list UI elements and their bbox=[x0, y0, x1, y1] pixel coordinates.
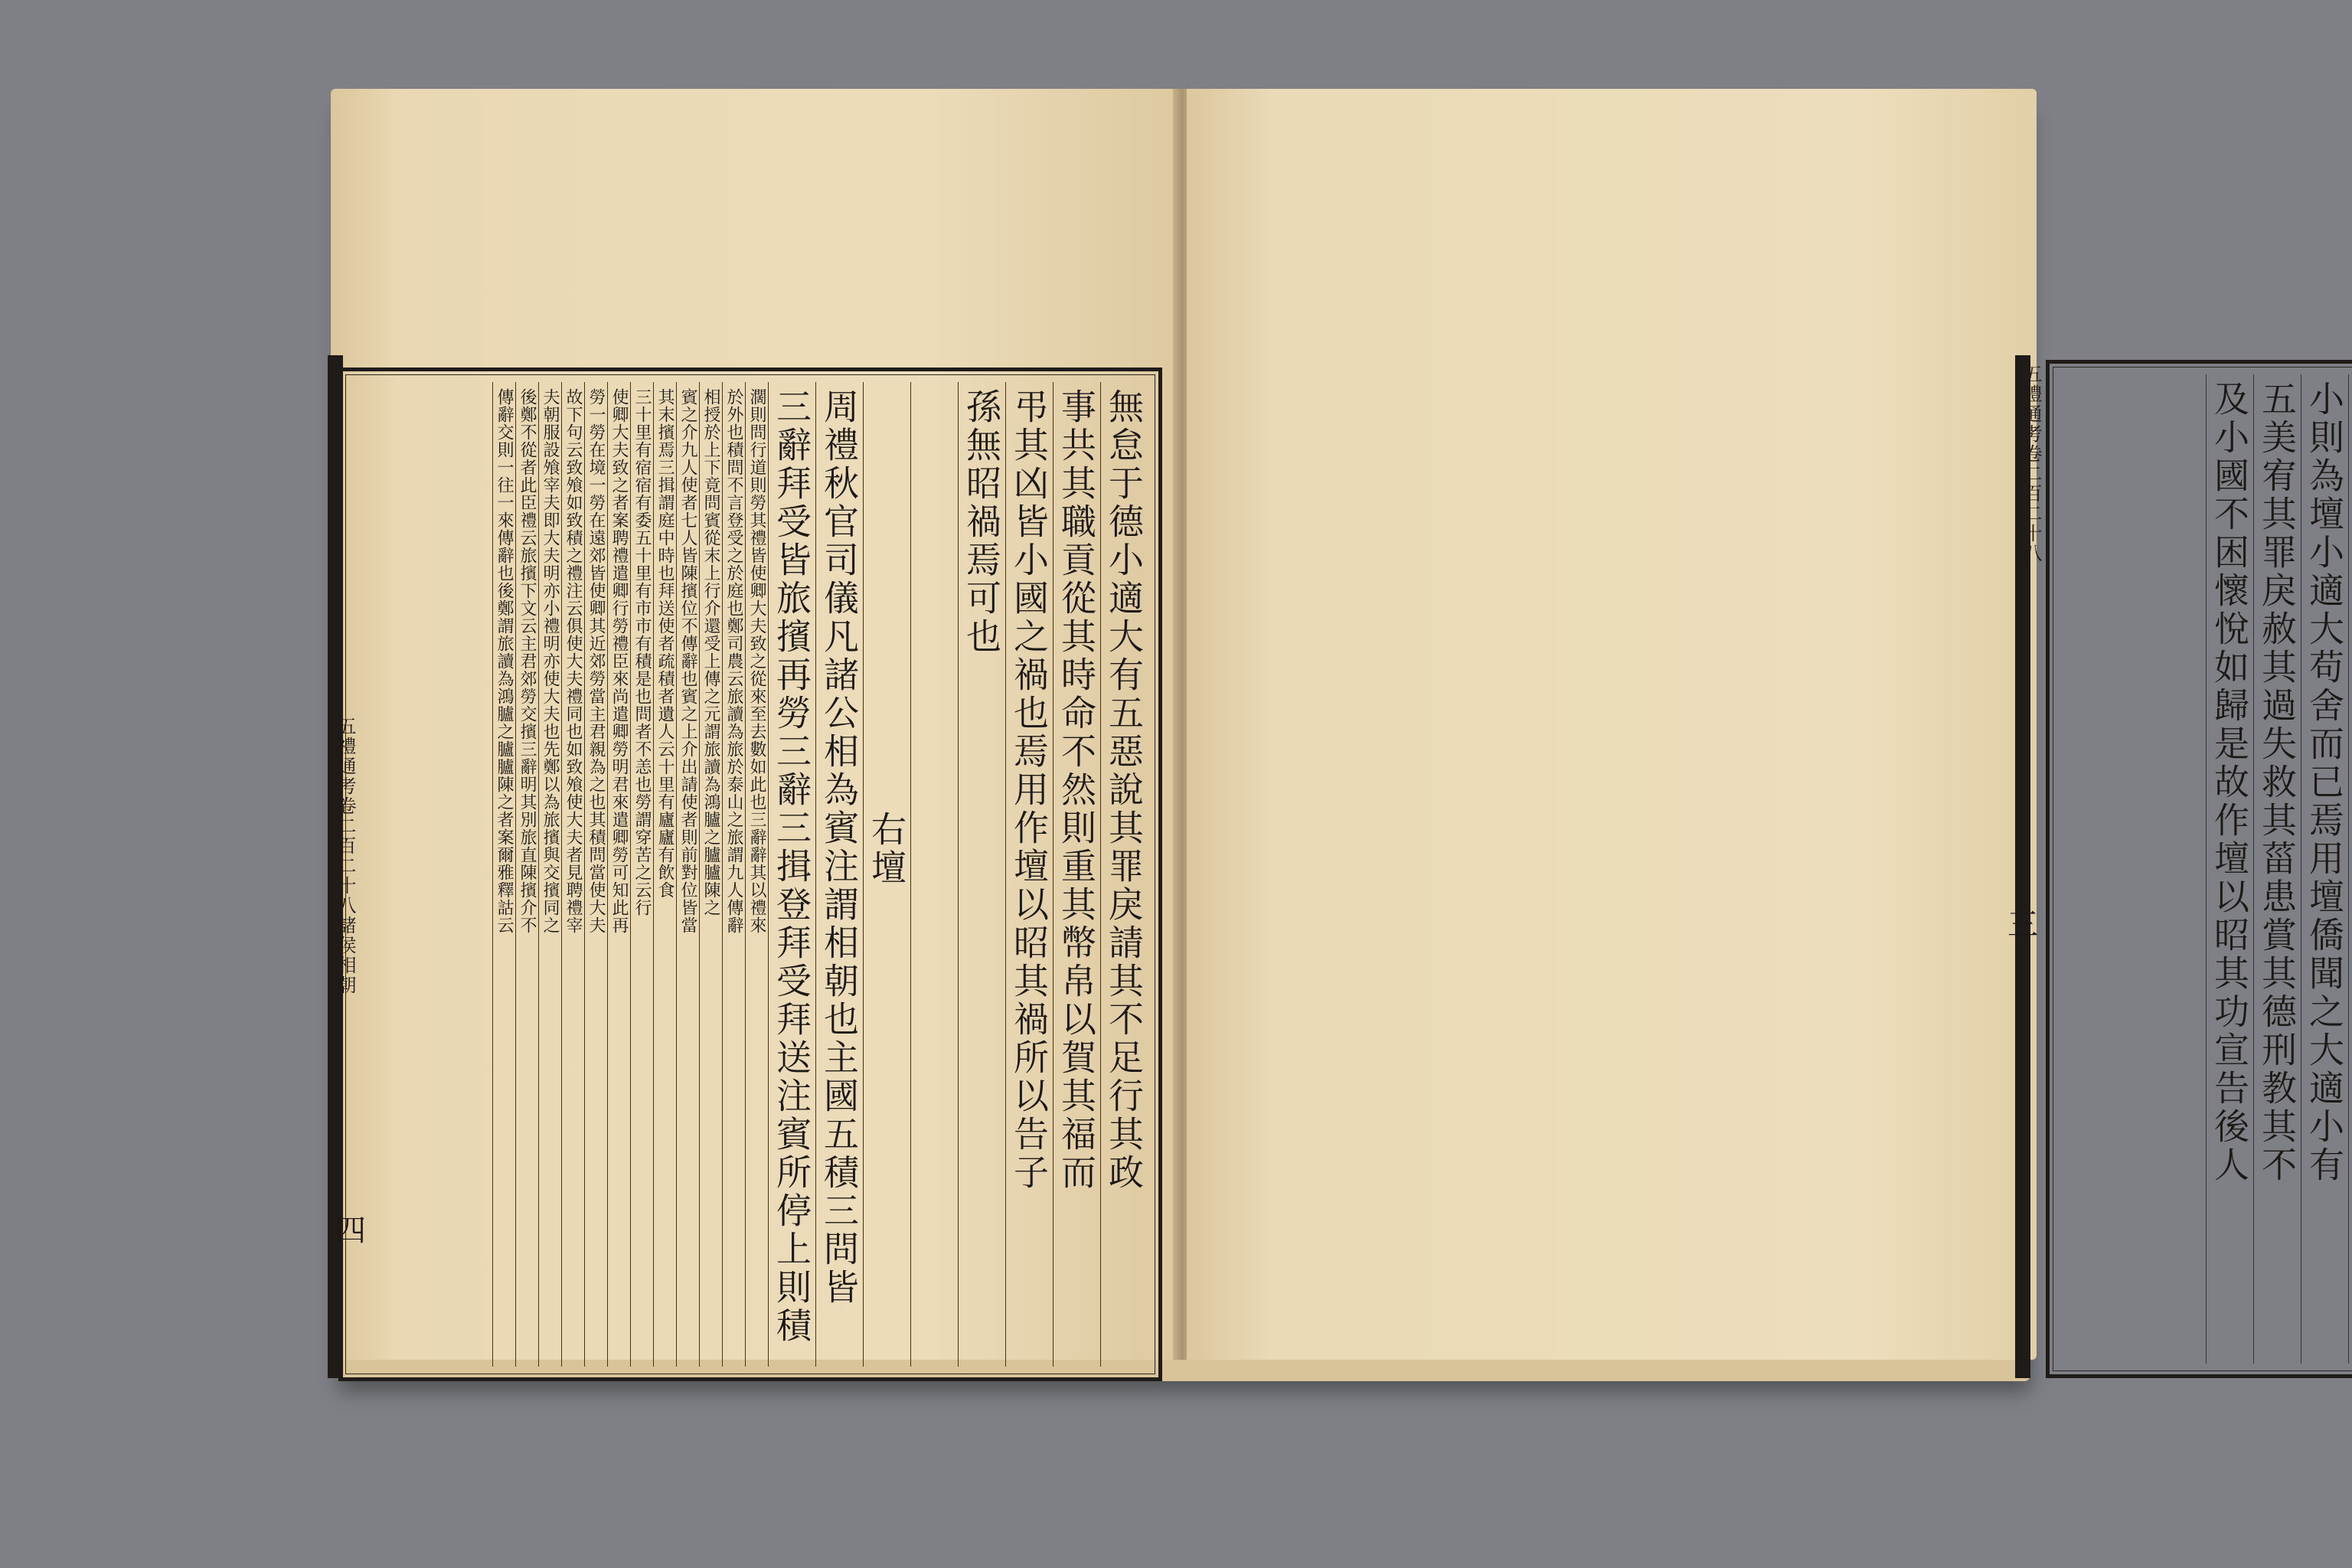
left-text-columns bbox=[353, 382, 1148, 1367]
text-column: 後鄭不從者此臣禮云旅擯下文云主君郊勞交擯三辭明其別旅直陳擯介不 bbox=[515, 382, 538, 1367]
section-heading: 右壇 bbox=[863, 382, 910, 1367]
right-block-center-title: 五禮通考卷二百二十八 bbox=[2020, 364, 2042, 564]
text-column: 傳辭交則一往一來傳辭也後鄭謂旅讀為鴻臚之臚臚陳之者案爾雅釋詁云 bbox=[492, 382, 515, 1367]
text-column: 弔其凶皆小國之禍也焉用作壇以昭其禍所以告子 bbox=[1005, 382, 1053, 1367]
text-column: 故下句云致飧如致積之禮注云俱使大夫禮同也如致飧使大夫者見聘禮宰 bbox=[561, 382, 584, 1367]
open-book bbox=[331, 78, 2345, 1372]
text-column: 相授於上下竟問賓從末上行介還受上傳之元謂旅讀為鴻臚之臚臚陳之 bbox=[699, 382, 722, 1367]
text-column: 三十里有宿宿有委五十里有市市有積是也問者不恙也勞謂穿苦之云行 bbox=[630, 382, 653, 1367]
right-page bbox=[1187, 89, 2345, 1360]
left-page-frame bbox=[338, 368, 1162, 1381]
text-column: 孫無昭禍焉可也 bbox=[958, 382, 1005, 1367]
text-column: 使卿大夫致之者案聘禮遣卿行勞禮臣來尚遣卿勞明君來遣卿勞可知此再 bbox=[607, 382, 630, 1367]
text-column: 周禮秋官司儀凡諸公相為賓注謂相朝也主國五積三問皆 bbox=[815, 382, 863, 1367]
left-page bbox=[331, 89, 1178, 1360]
text-column: 事共其職貢從其時命不然則重其幣帛以賀其福而 bbox=[1053, 382, 1100, 1367]
text-column: 三辭拜受皆旅擯再勞三辭三揖登拜受拜送注賓所停上則積 bbox=[768, 382, 815, 1367]
blank-column bbox=[910, 382, 958, 1367]
right-page-frame bbox=[2046, 360, 2352, 1378]
text-column: 賓之介九人使者七人皆陳擯位不傳辭也賓之上介出請使者則前對位皆當 bbox=[676, 382, 699, 1367]
text-column: 無怠于德小適大有五惡說其罪戾請其不足行其政 bbox=[1100, 382, 1148, 1367]
left-page-number: 四 bbox=[335, 1214, 366, 1249]
right-page-number: 三 bbox=[2007, 907, 2038, 942]
text-column: 及小國不困懷悅如歸是故作壇以昭其功宣告後人 bbox=[2206, 374, 2253, 1364]
right-text-columns bbox=[2060, 374, 2352, 1364]
text-column: 勞一勞在境一勞在遠郊皆使卿其近郊勞當主君親為之也其積問當使大夫 bbox=[584, 382, 607, 1367]
text-column: 小則為壇小適大苟舍而已焉用壇僑聞之大適小有 bbox=[2301, 374, 2348, 1364]
text-column: 於外也積問不言登受之於庭也鄭司農云旅讀為旅於泰山之旅謂九人傳辭 bbox=[722, 382, 745, 1367]
text-column: 夫朝服設飧宰夫即大夫明亦小禮明亦使大夫也先鄭以為旅擯與交擯同之 bbox=[538, 382, 561, 1367]
left-block-center-title: 五禮通考卷二百二十八諸侯相朝 bbox=[335, 717, 356, 995]
text-column: 五美宥其罪戾赦其過失救其菑患賞其德刑教其不 bbox=[2253, 374, 2301, 1364]
text-column bbox=[2348, 374, 2352, 1364]
text-column: 濶則問行道則勞其禮皆使卿大夫致之從來至去數如此也三辭辭其以禮來 bbox=[745, 382, 768, 1367]
text-column: 其末擯焉三揖謂庭中時也拜送使者疏積者遺人云十里有廬廬有飲食 bbox=[653, 382, 676, 1367]
